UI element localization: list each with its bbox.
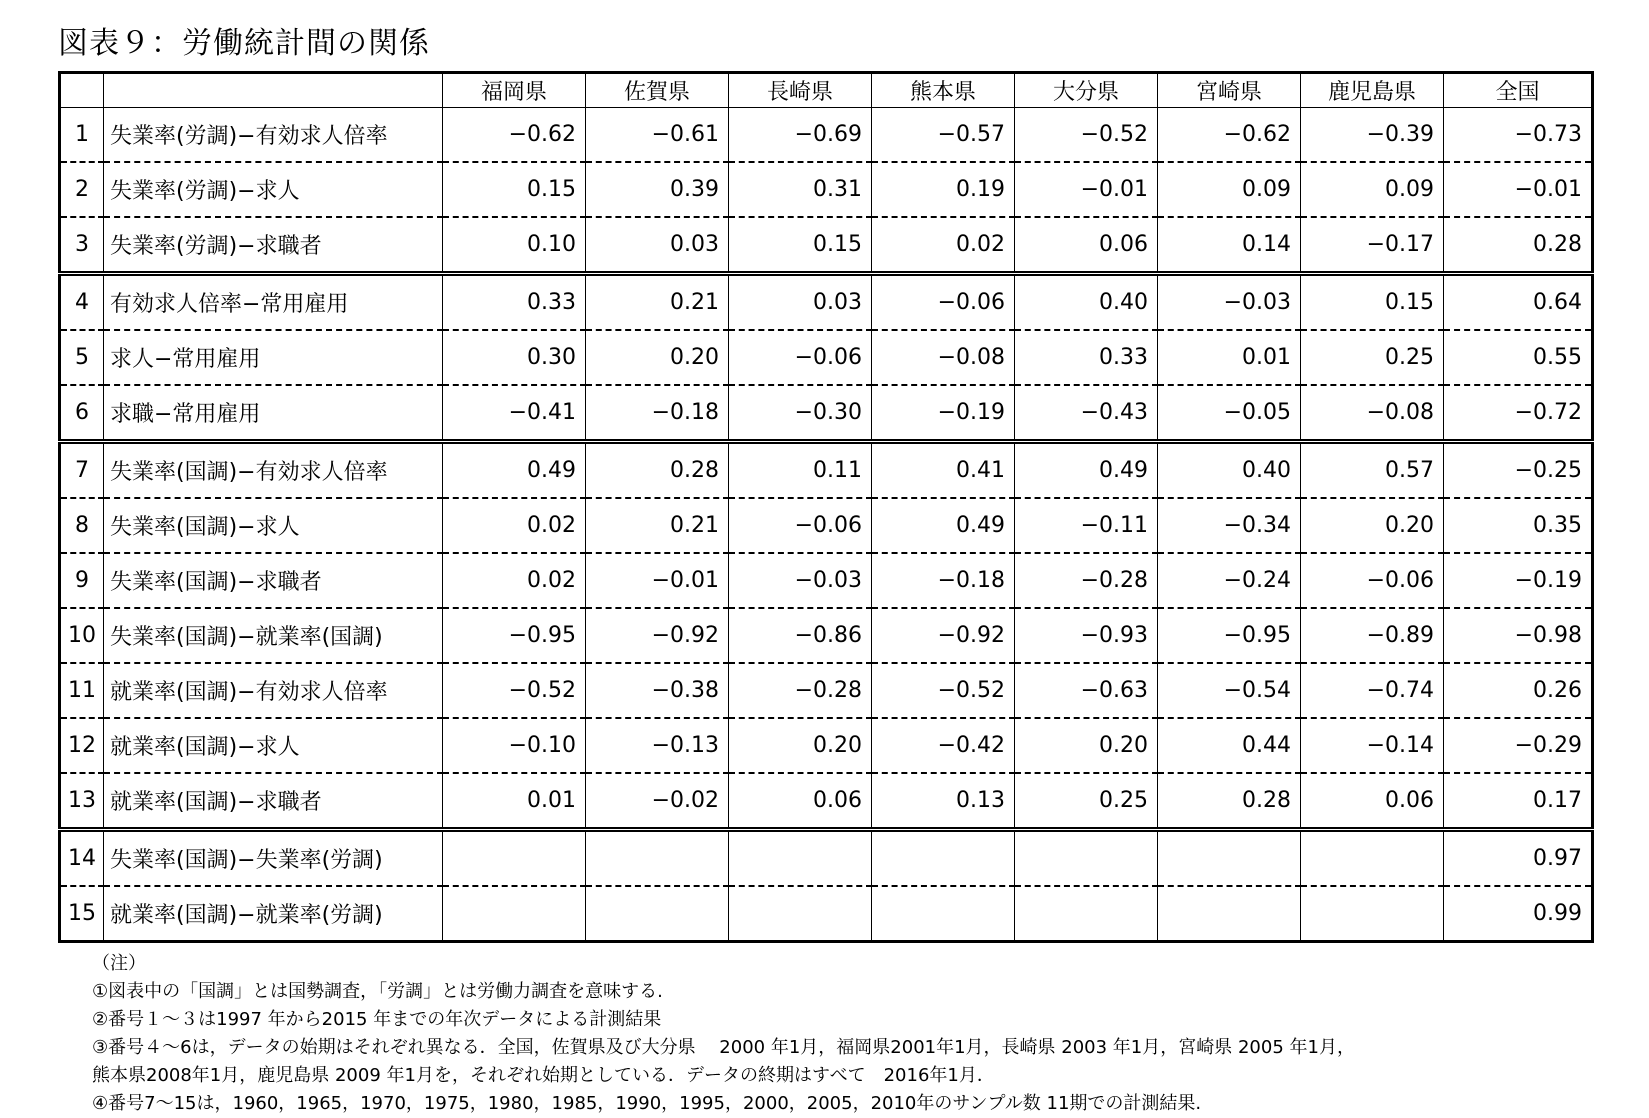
column-header: 鹿児島県: [1301, 73, 1444, 108]
note-line: ②番号１～３は1997 年から2015 年までの年次データによる計測結果: [92, 1009, 662, 1030]
value-cell: −0.03: [729, 553, 872, 608]
value-cell: −0.39: [1301, 108, 1444, 163]
value-cell: −0.92: [872, 608, 1015, 663]
value-cell: −0.52: [872, 663, 1015, 718]
value-cell: 0.11: [729, 442, 872, 499]
row-number: 1: [60, 108, 104, 163]
value-cell: [729, 830, 872, 887]
value-cell: −0.06: [729, 330, 872, 385]
value-cell: −0.98: [1444, 608, 1593, 663]
row-number: 6: [60, 385, 104, 442]
value-cell: −0.10: [443, 718, 586, 773]
value-cell: 0.17: [1444, 773, 1593, 830]
value-cell: 0.02: [872, 217, 1015, 274]
value-cell: 0.14: [1158, 217, 1301, 274]
value-cell: −0.95: [1158, 608, 1301, 663]
value-cell: −0.86: [729, 608, 872, 663]
value-cell: −0.72: [1444, 385, 1593, 442]
row-number: 3: [60, 217, 104, 274]
value-cell: −0.74: [1301, 663, 1444, 718]
value-cell: [1301, 886, 1444, 942]
value-cell: [443, 830, 586, 887]
value-cell: [1015, 830, 1158, 887]
value-cell: 0.09: [1158, 162, 1301, 217]
value-cell: −0.19: [1444, 553, 1593, 608]
value-cell: −0.30: [729, 385, 872, 442]
value-cell: 0.39: [586, 162, 729, 217]
row-label: 就業率(国調)−就業率(労調): [104, 886, 443, 942]
row-label: 就業率(国調)−有効求人倍率: [104, 663, 443, 718]
value-cell: 0.28: [586, 442, 729, 499]
table-row: [60, 663, 1593, 718]
value-cell: −0.02: [586, 773, 729, 830]
note-line: ③番号４～6は，データの始期はそれぞれ異なる．全国，佐賀県及び大分県 2000 年1月，福岡県2001年1月，長崎県 2003 年1月，宮崎県 2005 年1月，: [92, 1037, 1355, 1058]
value-cell: 0.49: [1015, 442, 1158, 499]
row-number: 5: [60, 330, 104, 385]
value-cell: −0.06: [872, 274, 1015, 331]
value-cell: −0.08: [872, 330, 1015, 385]
value-cell: 0.06: [729, 773, 872, 830]
row-number: 14: [60, 830, 104, 887]
notes: [92, 950, 1355, 1118]
value-cell: 0.20: [1015, 718, 1158, 773]
header-label: [104, 73, 443, 108]
value-cell: −0.24: [1158, 553, 1301, 608]
column-header: 長崎県: [729, 73, 872, 108]
row-number: 10: [60, 608, 104, 663]
column-header: 大分県: [1015, 73, 1158, 108]
value-cell: −0.06: [1301, 553, 1444, 608]
value-cell: [586, 830, 729, 887]
value-cell: −0.01: [1015, 162, 1158, 217]
value-cell: −0.06: [729, 498, 872, 553]
row-label: 有効求人倍率−常用雇用: [104, 274, 443, 331]
value-cell: −0.69: [729, 108, 872, 163]
value-cell: [1301, 830, 1444, 887]
table-row: [60, 330, 1593, 385]
value-cell: −0.38: [586, 663, 729, 718]
table-header-row: [60, 73, 1593, 108]
value-cell: 0.15: [1301, 274, 1444, 331]
value-cell: −0.57: [872, 108, 1015, 163]
column-header: 福岡県: [443, 73, 586, 108]
value-cell: 0.21: [586, 274, 729, 331]
value-cell: −0.52: [1015, 108, 1158, 163]
value-cell: 0.49: [872, 498, 1015, 553]
table-row: [60, 553, 1593, 608]
row-label: 失業率(国調)−求職者: [104, 553, 443, 608]
value-cell: [586, 886, 729, 942]
value-cell: −0.93: [1015, 608, 1158, 663]
value-cell: 0.40: [1015, 274, 1158, 331]
value-cell: −0.92: [586, 608, 729, 663]
value-cell: 0.44: [1158, 718, 1301, 773]
value-cell: 0.57: [1301, 442, 1444, 499]
value-cell: 0.20: [1301, 498, 1444, 553]
value-cell: −0.17: [1301, 217, 1444, 274]
value-cell: 0.21: [586, 498, 729, 553]
value-cell: 0.13: [872, 773, 1015, 830]
value-cell: 0.19: [872, 162, 1015, 217]
value-cell: 0.20: [729, 718, 872, 773]
value-cell: 0.49: [443, 442, 586, 499]
value-cell: 0.30: [443, 330, 586, 385]
row-number: 9: [60, 553, 104, 608]
value-cell: 0.15: [443, 162, 586, 217]
value-cell: [729, 886, 872, 942]
value-cell: [872, 886, 1015, 942]
table-row: [60, 385, 1593, 442]
value-cell: −0.11: [1015, 498, 1158, 553]
value-cell: 0.15: [729, 217, 872, 274]
note-line: 熊本県2008年1月，鹿児島県 2009 年1月を，それぞれ始期としている．データの終期はすべて 2016年1月．: [92, 1065, 995, 1086]
value-cell: −0.01: [1444, 162, 1593, 217]
row-number: 4: [60, 274, 104, 331]
row-label: 失業率(労調)−求職者: [104, 217, 443, 274]
value-cell: 0.55: [1444, 330, 1593, 385]
value-cell: 0.33: [1015, 330, 1158, 385]
column-header: 佐賀県: [586, 73, 729, 108]
value-cell: 0.97: [1444, 830, 1593, 887]
value-cell: [1158, 886, 1301, 942]
row-label: 失業率(国調)−求人: [104, 498, 443, 553]
page-title: 図表９：労働統計間の関係: [58, 26, 430, 61]
header-no: [60, 73, 104, 108]
value-cell: 0.01: [1158, 330, 1301, 385]
value-cell: [1158, 830, 1301, 887]
row-label: 就業率(国調)−求人: [104, 718, 443, 773]
value-cell: −0.63: [1015, 663, 1158, 718]
value-cell: 0.03: [729, 274, 872, 331]
table-row: [60, 608, 1593, 663]
value-cell: −0.14: [1301, 718, 1444, 773]
row-number: 11: [60, 663, 104, 718]
value-cell: −0.41: [443, 385, 586, 442]
table-row: [60, 162, 1593, 217]
value-cell: 0.25: [1015, 773, 1158, 830]
row-number: 8: [60, 498, 104, 553]
row-label: 求人−常用雇用: [104, 330, 443, 385]
value-cell: 0.28: [1444, 217, 1593, 274]
value-cell: −0.19: [872, 385, 1015, 442]
correlation-table: [58, 71, 1594, 943]
row-label: 失業率(国調)−失業率(労調): [104, 830, 443, 887]
row-number: 2: [60, 162, 104, 217]
value-cell: [1015, 886, 1158, 942]
column-header: 宮崎県: [1158, 73, 1301, 108]
value-cell: −0.42: [872, 718, 1015, 773]
value-cell: −0.73: [1444, 108, 1593, 163]
value-cell: −0.62: [443, 108, 586, 163]
row-label: 求職−常用雇用: [104, 385, 443, 442]
value-cell: [872, 830, 1015, 887]
value-cell: −0.54: [1158, 663, 1301, 718]
table-row: [60, 498, 1593, 553]
value-cell: −0.08: [1301, 385, 1444, 442]
value-cell: 0.09: [1301, 162, 1444, 217]
value-cell: 0.25: [1301, 330, 1444, 385]
value-cell: 0.28: [1158, 773, 1301, 830]
value-cell: −0.18: [586, 385, 729, 442]
value-cell: 0.40: [1158, 442, 1301, 499]
value-cell: −0.43: [1015, 385, 1158, 442]
value-cell: 0.35: [1444, 498, 1593, 553]
value-cell: 0.01: [443, 773, 586, 830]
value-cell: 0.31: [729, 162, 872, 217]
value-cell: 0.99: [1444, 886, 1593, 942]
value-cell: −0.28: [1015, 553, 1158, 608]
value-cell: 0.41: [872, 442, 1015, 499]
value-cell: −0.13: [586, 718, 729, 773]
value-cell: 0.06: [1015, 217, 1158, 274]
value-cell: 0.10: [443, 217, 586, 274]
table-row: [60, 108, 1593, 163]
note-line: （注）: [92, 953, 146, 974]
value-cell: 0.64: [1444, 274, 1593, 331]
value-cell: −0.18: [872, 553, 1015, 608]
value-cell: −0.25: [1444, 442, 1593, 499]
table-row: [60, 773, 1593, 830]
table-row: [60, 830, 1593, 887]
row-label: 失業率(国調)−有効求人倍率: [104, 442, 443, 499]
note-line: ①図表中の「国調」とは国勢調査，「労調」とは労働力調査を意味する.: [92, 981, 663, 1002]
row-number: 13: [60, 773, 104, 830]
table-row: [60, 217, 1593, 274]
table-row: [60, 442, 1593, 499]
column-header: 熊本県: [872, 73, 1015, 108]
value-cell: −0.01: [586, 553, 729, 608]
value-cell: −0.52: [443, 663, 586, 718]
row-number: 7: [60, 442, 104, 499]
value-cell: −0.34: [1158, 498, 1301, 553]
value-cell: −0.29: [1444, 718, 1593, 773]
row-label: 失業率(労調)−有効求人倍率: [104, 108, 443, 163]
table-row: [60, 718, 1593, 773]
value-cell: −0.28: [729, 663, 872, 718]
value-cell: 0.06: [1301, 773, 1444, 830]
value-cell: 0.02: [443, 553, 586, 608]
row-label: 失業率(国調)−就業率(国調): [104, 608, 443, 663]
value-cell: 0.02: [443, 498, 586, 553]
value-cell: −0.03: [1158, 274, 1301, 331]
value-cell: −0.61: [586, 108, 729, 163]
value-cell: −0.89: [1301, 608, 1444, 663]
row-label: 失業率(労調)−求人: [104, 162, 443, 217]
table-row: [60, 274, 1593, 331]
value-cell: 0.26: [1444, 663, 1593, 718]
value-cell: −0.95: [443, 608, 586, 663]
note-line: ④番号7～15は，1960，1965，1970，1975，1980，1985，1990，1995，2000，2005，2010年のサンプル数 11期での計測結果.: [92, 1093, 1202, 1114]
value-cell: 0.03: [586, 217, 729, 274]
row-number: 15: [60, 886, 104, 942]
row-number: 12: [60, 718, 104, 773]
table-row: [60, 886, 1593, 942]
value-cell: 0.20: [586, 330, 729, 385]
value-cell: −0.05: [1158, 385, 1301, 442]
row-label: 就業率(国調)−求職者: [104, 773, 443, 830]
column-header: 全国: [1444, 73, 1593, 108]
value-cell: −0.62: [1158, 108, 1301, 163]
value-cell: 0.33: [443, 274, 586, 331]
value-cell: [443, 886, 586, 942]
